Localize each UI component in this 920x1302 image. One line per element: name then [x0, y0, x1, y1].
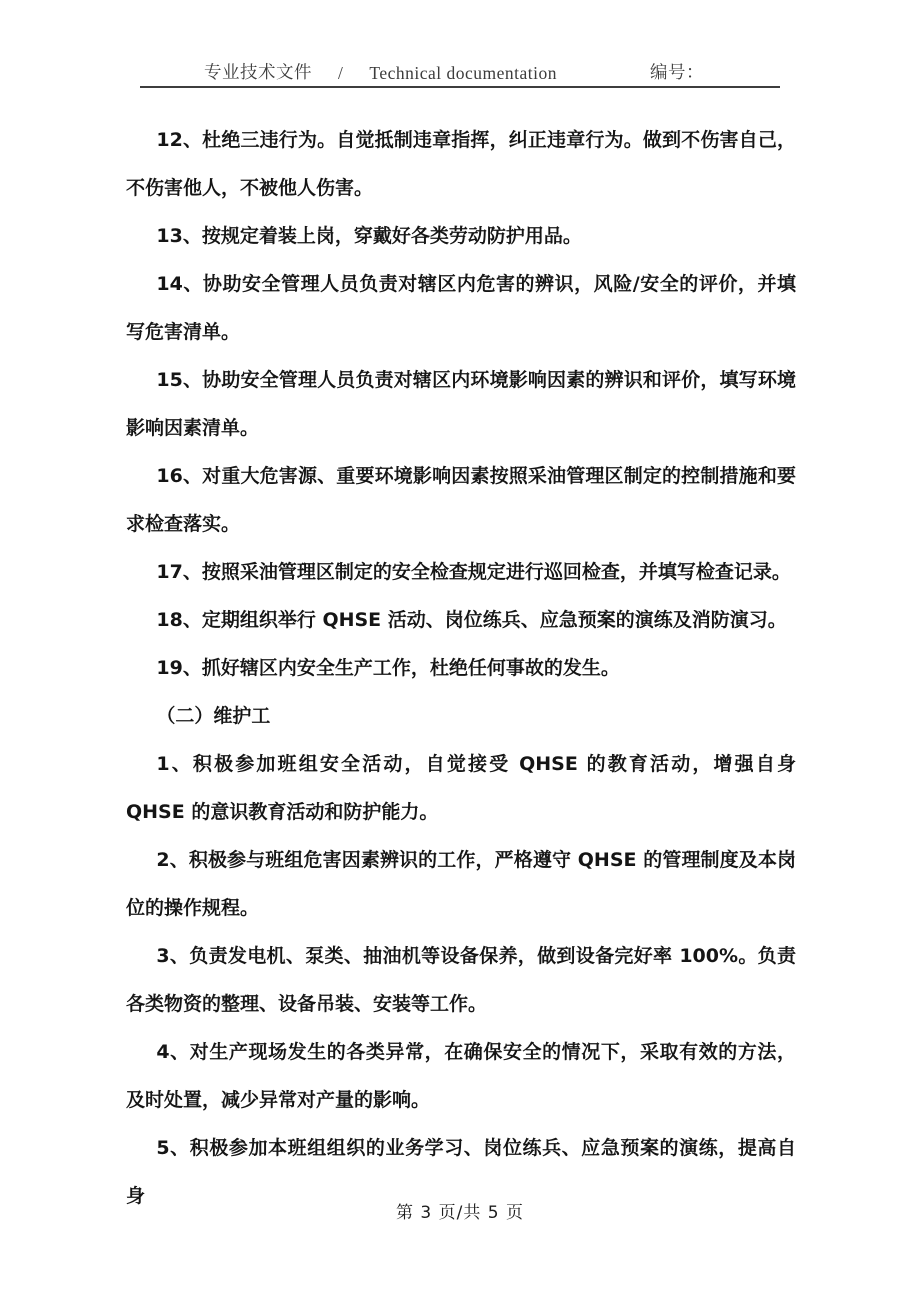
- paragraph: 15、协助安全管理人员负责对辖区内环境影响因素的辨识和评价，填写环境影响因素清单。: [126, 369, 796, 439]
- page-footer: [0, 1198, 920, 1223]
- paragraph: （二）维护工: [156, 705, 271, 727]
- paragraph: 14、协助安全管理人员负责对辖区内危害的辨识，风险/安全的评价，并填写危害清单。: [126, 273, 796, 343]
- paragraph: 2、积极参与班组危害因素辨识的工作，严格遵守 QHSE 的管理制度及本岗位的操作规程。: [126, 849, 796, 919]
- header-title-english: Technical documentation: [369, 63, 558, 83]
- paragraph: 16、对重大危害源、重要环境影响因素按照采油管理区制定的控制措施和要求检查落实。: [126, 465, 796, 535]
- document-body: [126, 116, 796, 1220]
- paragraph: 4、对生产现场发生的各类异常，在确保安全的情况下，采取有效的方法，及时处置，减少异常对产量的影响。: [126, 1041, 796, 1111]
- header-code-label: 编号：: [650, 62, 704, 82]
- header-title-chinese: 专业技术文件: [204, 62, 312, 82]
- paragraph: 1、积极参加班组安全活动，自觉接受 QHSE 的教育活动，增强自身 QHSE 的意识教育活动和防护能力。: [126, 753, 796, 823]
- page-header: [140, 54, 780, 88]
- paragraph: 5、积极参加本班组组织的业务学习、岗位练兵、应急预案的演练，提高自身: [126, 1137, 796, 1207]
- paragraph: 18、定期组织举行 QHSE 活动、岗位练兵、应急预案的演练及消防演习。: [156, 609, 787, 631]
- paragraph: 17、按照采油管理区制定的安全检查规定进行巡回检查，并填写检查记录。: [156, 561, 791, 583]
- paragraph: 13、按规定着装上岗，穿戴好各类劳动防护用品。: [156, 225, 582, 247]
- paragraph: 12、杜绝三违行为。自觉抵制违章指挥，纠正违章行为。做到不伤害自己，不伤害他人，不被他人伤害。: [126, 129, 796, 199]
- paragraph: 3、负责发电机、泵类、抽油机等设备保养，做到设备完好率 100%。负责各类物资的整理、设备吊装、安装等工作。: [126, 945, 796, 1015]
- paragraph: 19、抓好辖区内安全生产工作，杜绝任何事故的发生。: [156, 657, 620, 679]
- header-separator: /: [338, 63, 344, 83]
- page-number: 第 3 页/共 5 页: [396, 1203, 524, 1223]
